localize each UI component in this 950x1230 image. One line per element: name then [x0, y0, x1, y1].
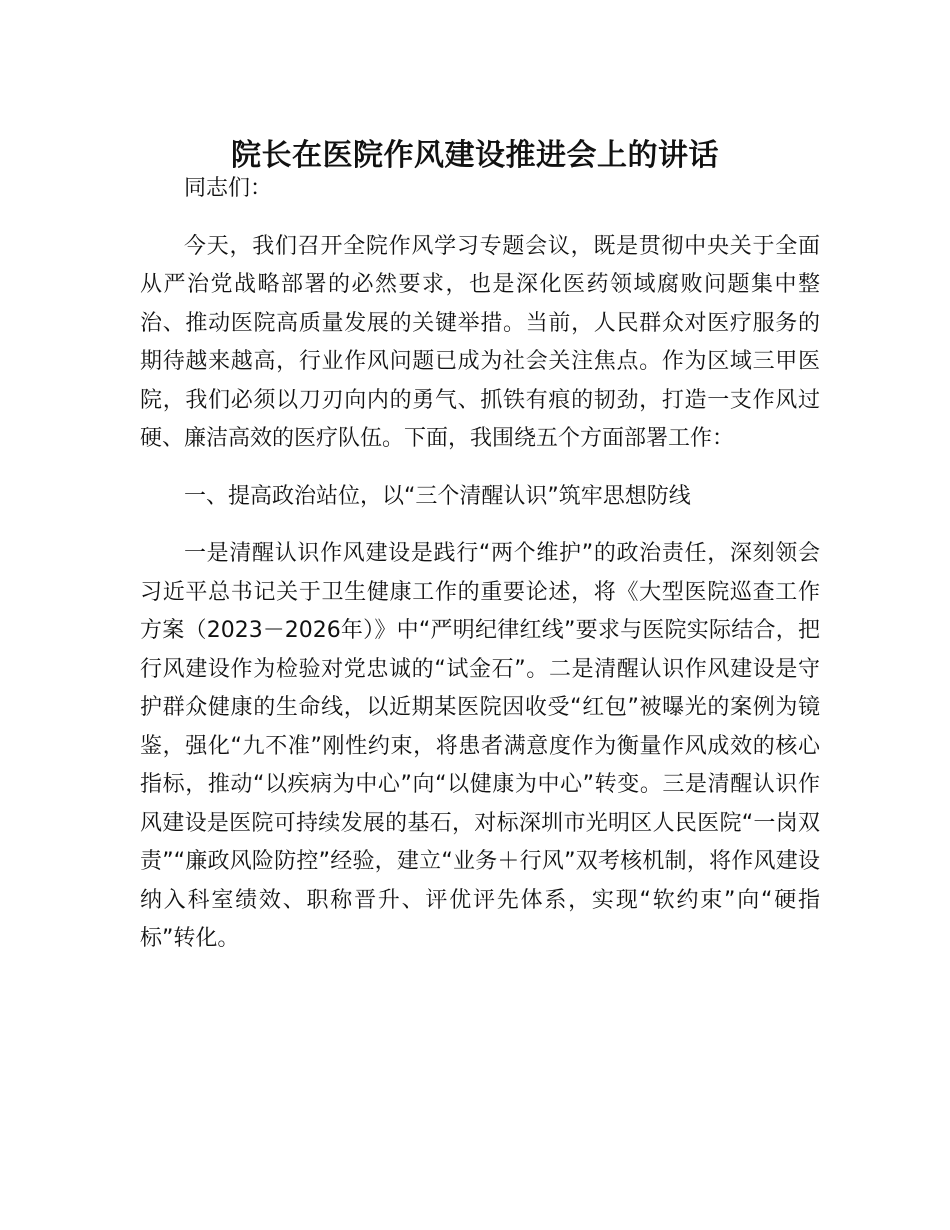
- page-title: 院长在医院作风建设推进会上的讲话: [231, 138, 719, 174]
- paragraph-section-1: 一是清醒认识作风建设是践行“两个维护”的政治责任，深刻领会习近平总书记关于卫生健康工作的重要论述，将《大型医院巡查工作方案（2023－2026年）》中“严明纪律红线”要求与医院实际结合，把行风建设作为检验对党忠诚的“试金石”。二是清醒认识作风建设是守护群众健康的生命线，以近期某医院因收受“红包”被曝光的案例为镜鉴，强化“九不准”刚性约束，将患者满意度作为衡量作风成效的核心指标，推动“以疾病为中心”向“以健康为中心”转变。三是清醒认识作风建设是医院可持续发展的基石，对标深圳市光明区人民医院“一岗双责”“廉政风险防控”经验，建立“业务＋行风”双考核机制，将作风建设纳入科室绩效、职称晋升、评优评先体系，实现“软约束”向“硬指标”转化。: [140, 541, 820, 951]
- salutation: 同志们：: [184, 176, 273, 201]
- paragraph-intro: 今天，我们召开全院作风学习专题会议，既是贯彻中央关于全面从严治党战略部署的必然要求，也是深化医药领域腐败问题集中整治、推动医院高质量发展的关键举措。当前，人民群众对医疗服务的期待越来越高，行业作风问题已成为社会关注焦点。作为区域三甲医院，我们必须以刀刃向内的勇气、抓铁有痕的韧劲，打造一支作风过硬、廉洁高效的医疗队伍。下面，我围绕五个方面部署工作：: [140, 233, 820, 451]
- section-heading-1: 一、提高政治站位，以“三个清醒认识”筑牢思想防线: [184, 483, 691, 509]
- document-body: [140, 170, 820, 959]
